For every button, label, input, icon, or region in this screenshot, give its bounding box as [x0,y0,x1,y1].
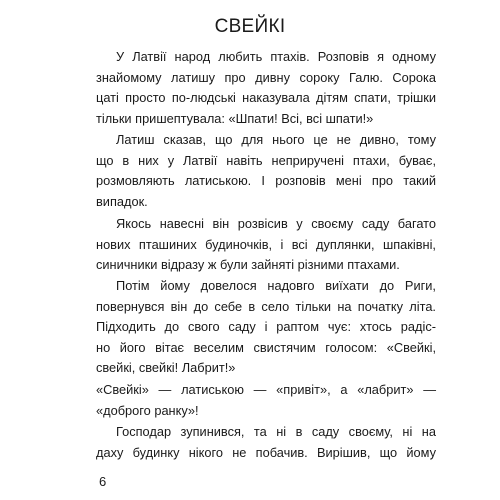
paragraph-1 [96,47,436,129]
text-line: «доброго ранку»! [96,402,199,418]
paragraph-4 [96,276,436,379]
text-line: випадок. [96,193,148,209]
text-line: Латиш сказав, що для нього це не дивно, тому [116,132,436,147]
page-number: 6 [99,474,107,489]
text-line: тільки пришептувала: «Шпати! Всі, всі шпати!» [96,110,374,126]
text-line: розмовляють латиською. І розповів мені про такий [96,173,436,189]
story-title: СВЕЙКІ [214,16,286,37]
text-line: Потім йому довелося надовго виїхати до Риги, [116,278,436,293]
text-line: нових пташиних будиночків, і всі дуплянки, шпаківні, [96,236,436,252]
text-line: «Свейкі» — латиською — «привіт», а «лабрит» — [96,382,436,397]
paragraph-5 [96,380,436,421]
text-line: Підходить до свого саду і раптом чує: хтось радіс- [96,319,436,335]
text-line: У Латвії народ любить птахів. Розповів я одному [116,49,436,64]
text-line: Якось навесні він розвісив у своєму саду багато [116,216,436,231]
text-line: свейкі, свейкі! Лабрит!» [96,360,236,376]
text-line: що в них у Латвії навіть неприручені птахи, буває, [96,152,436,168]
paragraph-6 [96,422,436,463]
text-line: но його вітає веселим свистячим голосом: «Свейкі, [96,339,436,355]
text-line: даху будинку нікого не побачив. Вирішив, що йому [96,444,436,460]
text-line: знайомому латишу про дивну сороку Галю. Сорока [96,69,436,85]
text-line: Господар зупинився, та ні в саду своєму, ні на [116,424,436,439]
paragraph-2 [96,130,436,212]
text-line: цаті просто по-людські наказувала дітям спати, трішки [96,90,436,106]
text-line: синичники відразу ж були зайняті різними птахами. [96,257,400,273]
paragraph-3 [96,214,436,276]
text-line: повернувся він до себе в село тільки на початку літа. [96,298,436,314]
